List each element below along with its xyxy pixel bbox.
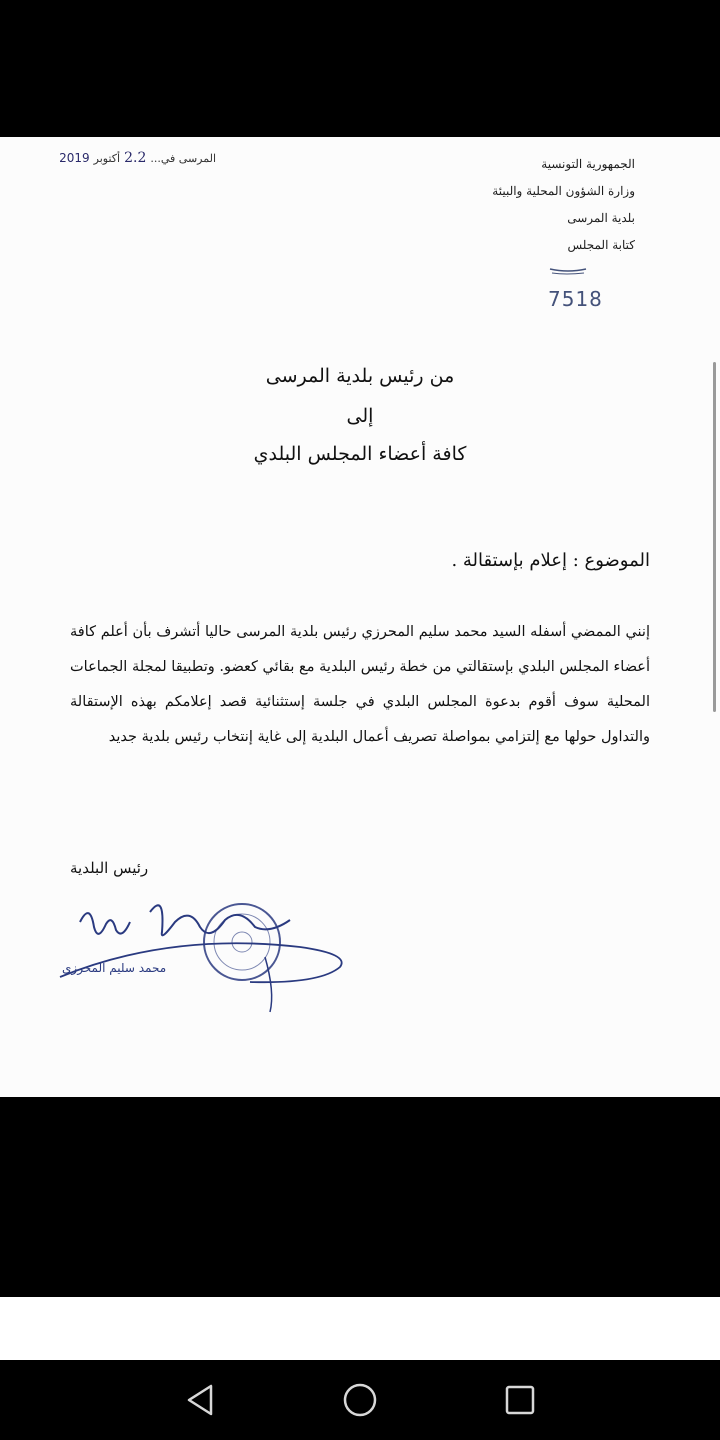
date-month: أكتوبر [93,151,121,165]
back-button[interactable] [180,1380,220,1420]
back-icon [185,1383,215,1417]
date-day: 2.2 [124,150,147,166]
date-year: 2019 [59,151,90,165]
signature-title: رئيس البلدية [70,859,149,877]
to-word: إلى [346,405,374,427]
signature-and-stamp [50,872,370,1022]
signatory-name: محمد سليم المحرزي [62,961,167,975]
document-image [0,137,720,1097]
navigation-bar [0,1360,720,1440]
recents-button[interactable] [500,1380,540,1420]
bottom-black-area [0,1097,720,1297]
letterhead-line: كتابة المجلس [567,238,635,252]
letterhead-line: وزارة الشؤون المحلية والبيئة [492,184,635,198]
from-line: من رئيس بلدية المرسى [265,365,455,387]
white-strip [0,1297,720,1360]
home-icon [342,1382,378,1418]
letterhead-line: الجمهورية التونسية [541,157,635,171]
top-black-bar [0,0,720,137]
date-prefix: المرسى في... [150,151,216,165]
letterhead-line: بلدية المرسى [567,211,635,225]
date-line [36,147,216,169]
reference-number: 7518 [548,287,603,311]
scroll-indicator[interactable] [713,362,716,712]
letter-body: إنني الممضي أسفله السيد محمد سليم المحرزي رئيس بلدية المرسى حاليا أتشرف بأن أعلم كافة أعضاء المجلس البلدي بإستقالتي من خطة رئيس البلدية مع بقائي كعضو. وتطبيقا لمجلة الجماعات المحلية سوف أقوم بدعوة المجلس البلدي في جلسة إستثنائية قصد إعلامكم بهذه الإستقالة والتداول حولها مع إلتزامي بمواصلة تصريف أعمال البلدية إلى غاية إنتخاب رئيس بلدية جديد [70,624,650,745]
letterhead [415,151,635,259]
subject-line: الموضوع : إعلام بإستقالة . [451,550,650,571]
to-line: كافة أعضاء المجلس البلدي [253,443,467,465]
home-button[interactable] [340,1380,380,1420]
recents-icon [504,1384,536,1416]
